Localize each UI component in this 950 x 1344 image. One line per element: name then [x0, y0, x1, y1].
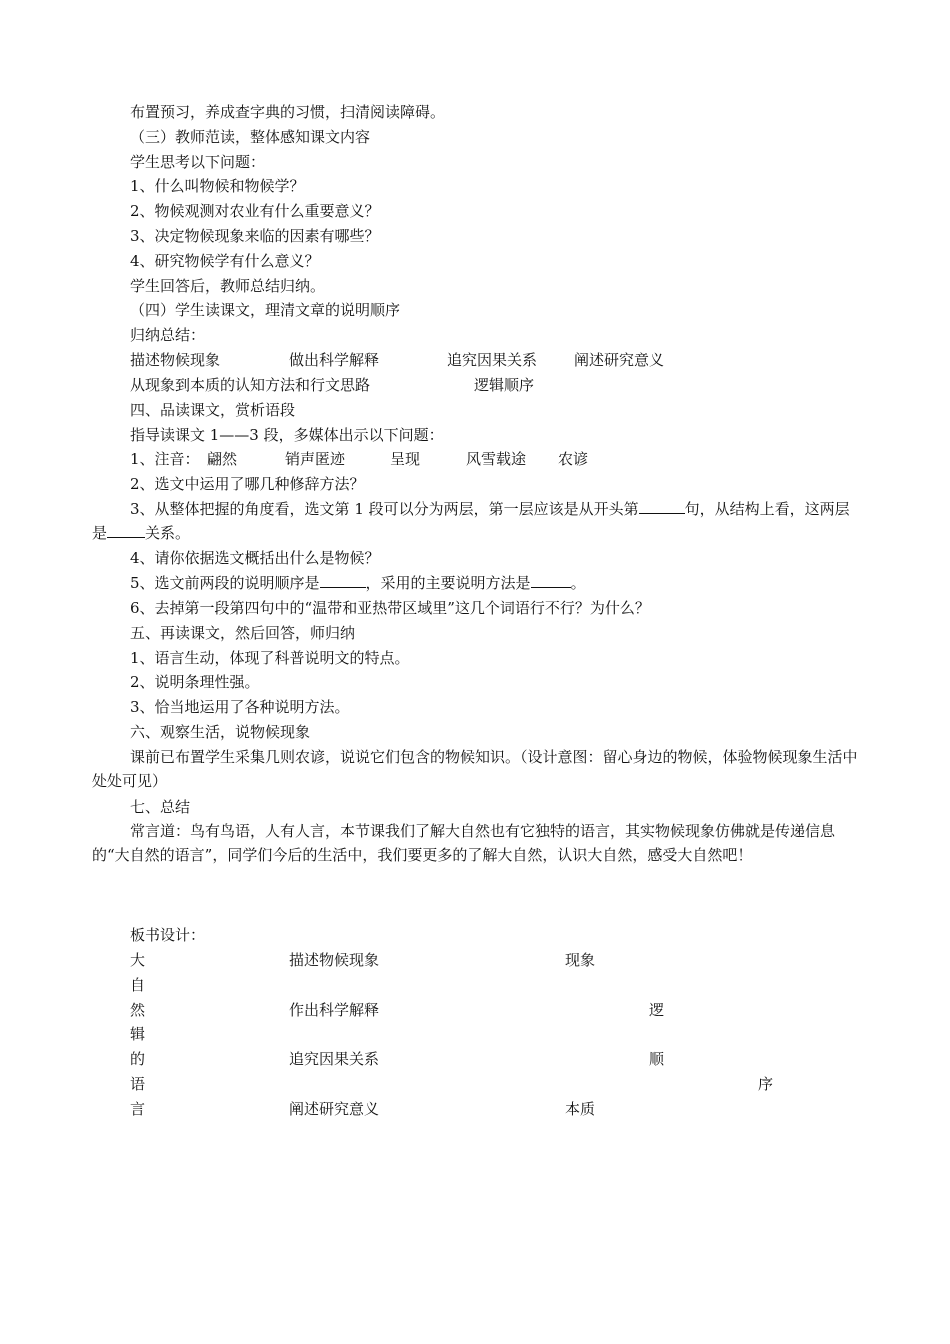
- question-text: ，采用的主要说明方法是: [365, 574, 531, 592]
- board-left-char: 语: [130, 1075, 146, 1093]
- question-text: 关系。: [145, 524, 191, 542]
- section-heading: （四）学生读课文，理清文章的说明顺序: [130, 301, 401, 319]
- order-cell: 做出科学解释: [289, 351, 380, 369]
- answer-item: 1、语言生动，体现了科普说明文的特点。: [130, 649, 410, 667]
- paragraph: [92, 819, 862, 867]
- paragraph-text: 课前已布置学生采集几则农谚，说说它们包含的物候知识。（设计意图：留心身边的物候，体验物候现象生活中处处可见）: [92, 748, 858, 790]
- question-item: 2、物候观测对农业有什么重要意义？: [130, 202, 380, 220]
- question-text: 句，从结构上看，这两层是: [92, 500, 850, 542]
- section-heading: 六、观察生活，说物候现象: [130, 723, 311, 741]
- phonetic-word: 风雪载途: [466, 450, 527, 468]
- board-middle-item: 描述物候现象: [289, 951, 380, 969]
- question-item: 4、请你依据选文概括出什么是物候？: [130, 549, 380, 567]
- method-cell: 逻辑顺序: [474, 376, 535, 394]
- phonetic-word: 销声匿迹: [285, 450, 346, 468]
- method-cell: 从现象到本质的认知方法和行文思路: [130, 376, 371, 394]
- text-line: 归纳总结：: [130, 326, 206, 344]
- board-right-item: 现象: [565, 951, 596, 969]
- question-item: 2、选文中运用了哪几种修辞方法？: [130, 475, 365, 493]
- question-item: 3、决定物候现象来临的因素有哪些？: [130, 227, 380, 245]
- answer-item: 3、恰当地运用了各种说明方法。: [130, 698, 350, 716]
- paragraph-text: 常言道：鸟有鸟语，人有人言，本节课我们了解大自然也有它独特的语言，其实物候现象仿佛就是传递信息的“大自然的语言”，同学们今后的生活中，我们要更多的了解大自然，认识大自然，感受大自然吧！: [92, 822, 836, 864]
- text-line: 指导读课文 1——3 段，多媒体出示以下问题：: [130, 426, 444, 444]
- phonetic-word: 翩然: [207, 450, 238, 468]
- board-left-char: 言: [130, 1100, 146, 1118]
- board-logic-char: 序: [758, 1075, 774, 1093]
- section-heading: 四、品读课文，赏析语段: [130, 401, 296, 419]
- question-item: 6、去掉第一段第四句中的“温带和亚热带区域里”这几个词语行不行？为什么？: [130, 599, 650, 617]
- paragraph: [92, 745, 862, 793]
- question-item: [92, 497, 862, 545]
- text-line: 学生思考以下问题：: [130, 153, 266, 171]
- phonetic-word: 呈现: [390, 450, 421, 468]
- board-left-char: 然: [130, 1001, 146, 1019]
- board-middle-item: 作出科学解释: [289, 1001, 380, 1019]
- fill-blank: [639, 499, 685, 514]
- section-heading: （三）教师范读，整体感知课文内容: [130, 128, 371, 146]
- phonetic-label: 1、注音：: [130, 450, 200, 468]
- board-middle-item: 追究因果关系: [289, 1050, 380, 1068]
- board-left-char: 辑: [130, 1025, 146, 1043]
- board-left-char: 的: [130, 1050, 146, 1068]
- phonetic-word: 农谚: [558, 450, 589, 468]
- question-text: 3、从整体把握的角度看，选文第 1 段可以分为两层，第一层应该是从开头第: [130, 500, 639, 518]
- order-cell: 描述物候现象: [130, 351, 221, 369]
- text-line: 学生回答后，教师总结归纳。: [130, 277, 326, 295]
- fill-blank: [320, 573, 366, 588]
- question-item: 4、研究物候学有什么意义？: [130, 252, 320, 270]
- board-logic-char: 顺: [649, 1050, 665, 1068]
- board-heading: 板书设计：: [130, 926, 206, 944]
- fill-blank: [107, 523, 145, 538]
- order-cell: 追究因果关系: [447, 351, 538, 369]
- section-heading: 七、总结: [130, 798, 191, 816]
- board-logic-char: 逻: [649, 1001, 665, 1019]
- board-left-char: 大: [130, 951, 146, 969]
- fill-blank: [531, 573, 571, 588]
- question-item: [130, 571, 586, 595]
- board-left-char: 自: [130, 976, 146, 994]
- board-middle-item: 阐述研究意义: [289, 1100, 380, 1118]
- board-right-item: 本质: [565, 1100, 596, 1118]
- order-cell: 阐述研究意义: [574, 351, 665, 369]
- question-item: 1、什么叫物候和物候学？: [130, 177, 305, 195]
- section-heading: 五、再读课文，然后回答，师归纳: [130, 624, 356, 642]
- question-text: 。: [570, 574, 586, 592]
- answer-item: 2、说明条理性强。: [130, 673, 260, 691]
- question-text: 5、选文前两段的说明顺序是: [130, 574, 320, 592]
- text-line: 布置预习，养成查字典的习惯，扫清阅读障碍。: [130, 103, 446, 121]
